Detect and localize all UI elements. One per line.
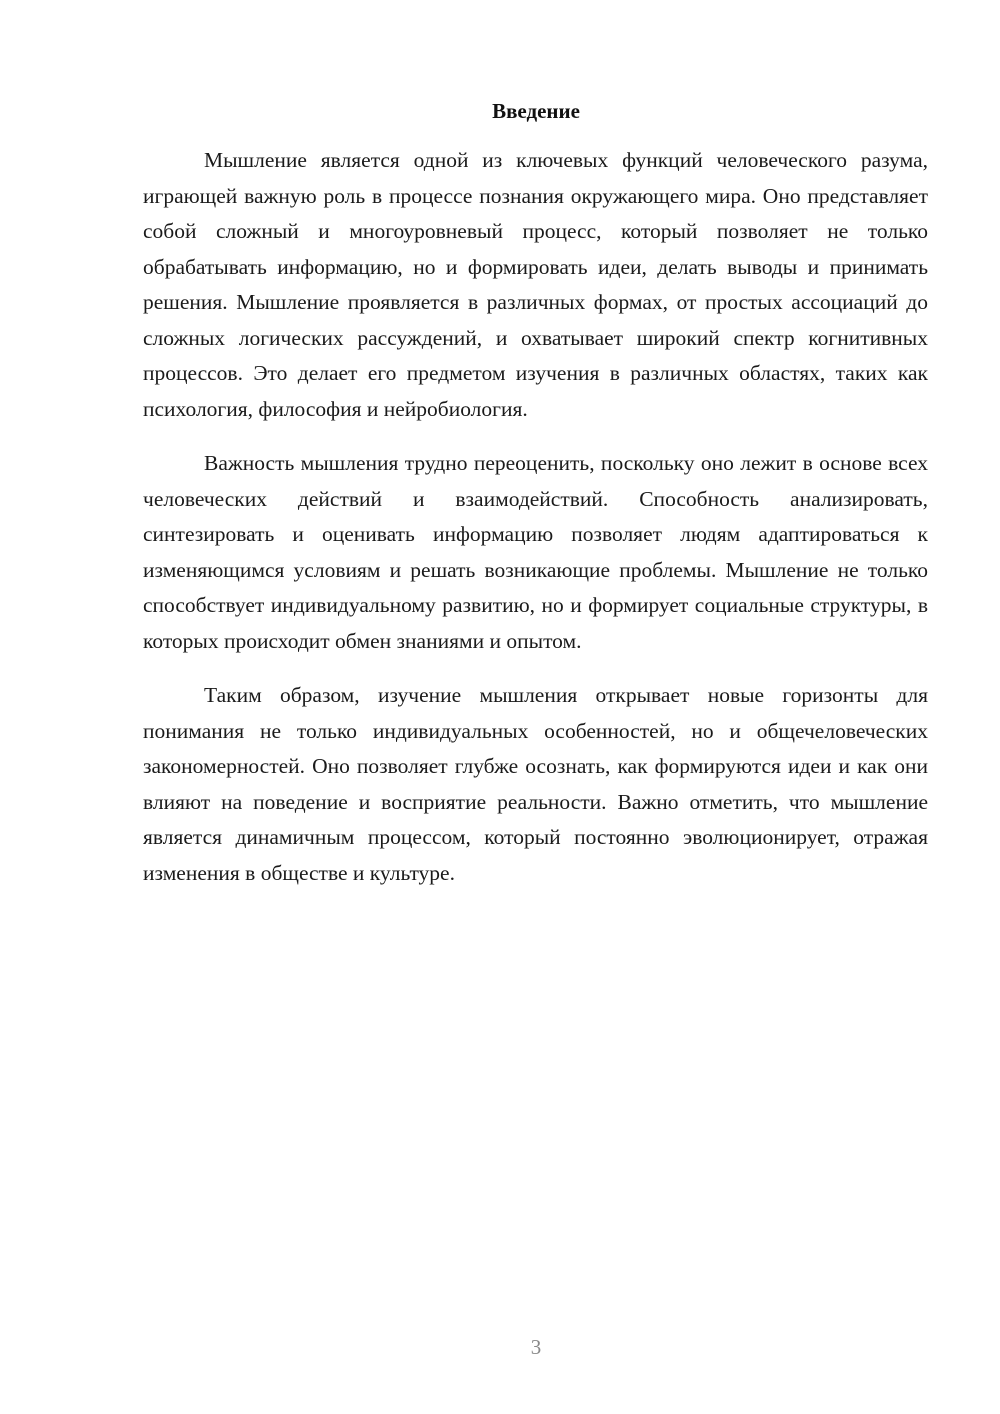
page-number: 3	[530, 1335, 542, 1359]
section-title: Введение	[492, 99, 580, 123]
paragraph-2: Важность мышления трудно переоценить, поскольку оно лежит в основе всех человеческих действий и взаимодействий. Способность анализировать, синтезировать и оценивать информацию позволяет людям адаптироваться к изменяющимся условиям и решать возникающие проблемы. Мышление не только способствует индивидуальному развитию, но и формирует социальные структуры, в которых происходит обмен знаниями и опытом.	[143, 451, 928, 653]
paragraph-1: Мышление является одной из ключевых функций человеческого разума, играющей важную роль в процессе познания окружающего мира. Оно представляет собой сложный и многоуровневый процесс, который позволяет не только обрабатывать информацию, но и формировать идеи, делать выводы и принимать решения. Мышление проявляется в различных формах, от простых ассоциаций до сложных логических рассуждений, и охватывает широкий спектр когнитивных процессов. Это делает его предметом изучения в различных областях, таких как психология, философия и нейробиология.	[143, 148, 928, 421]
paragraph-3: Таким образом, изучение мышления открывает новые горизонты для понимания не только индивидуальных особенностей, но и общечеловеческих закономерностей. Оно позволяет глубже осознать, как формируются идеи и как они влияют на поведение и восприятие реальности. Важно отметить, что мышление является динамичным процессом, который постоянно эволюционирует, отражая изменения в обществе и культуре.	[143, 683, 928, 885]
body-text	[143, 143, 928, 910]
